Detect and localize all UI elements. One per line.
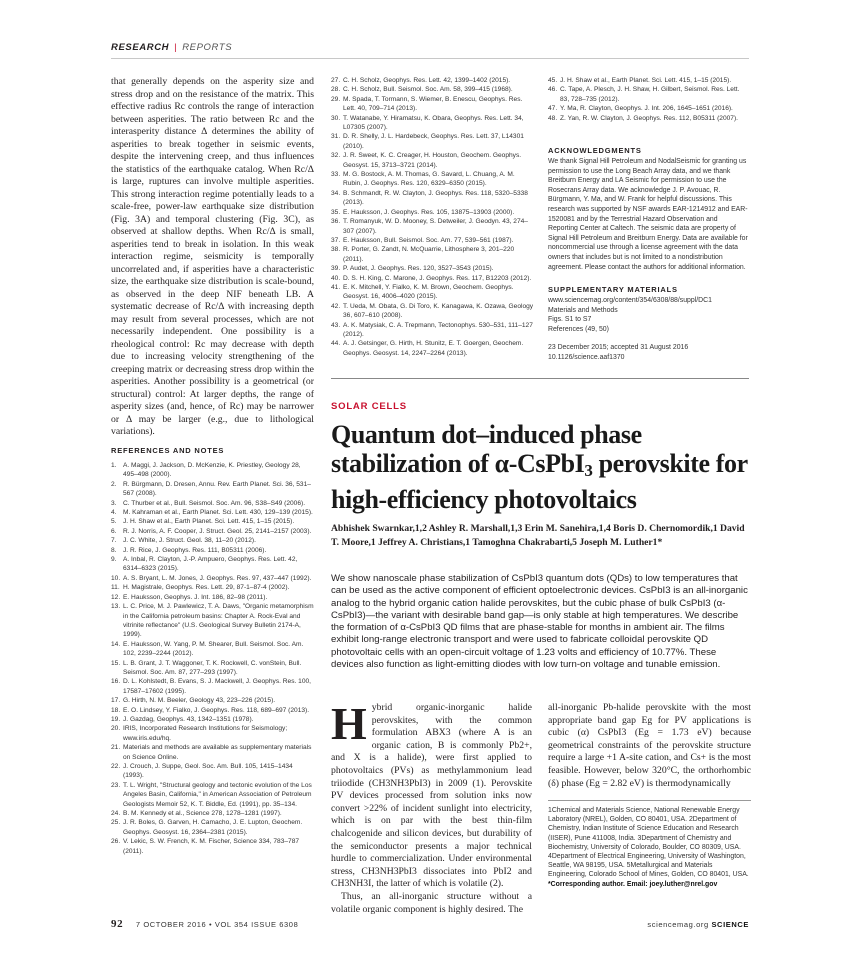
reference-number: 13.	[111, 603, 121, 611]
reference-number: 29.	[331, 95, 341, 103]
acknowledgments-text: We thank Signal Hill Petroleum and NodalSeismic for granting us permission to use the Long Beach Array data, and we thank Breitburn Energy and LA Seismic for permission to use the Rosecrans Array data. We acknowledge J. P. Avouac, R. Bürgmann, Y. Ma, and W. Frank for helpful discussions. This research was supported by NSF awards EAR-1214912 and EAR-1520081 and by the Terrestrial Hazard Observation and Reporting Center at Caltech. The seismic data are property of Signal Hill Petroleum and Breitburn Energy. Data are available for noncommercial use through a license agreement with the data owners that includes but is not limited to a nondistribution agreement. Please contact the authors for additional information.	[548, 158, 748, 271]
reference-item	[111, 743, 314, 762]
title-part: Quantum dot–induced phase stabilization of α-CsPbI	[331, 420, 642, 478]
reference-item	[111, 640, 314, 659]
reference-text: A. Maggi, J. Jackson, D. McKenzie, K. Priestley, Geology 28, 495–498 (2000).	[123, 462, 301, 479]
doi-link[interactable]: 10.1126/science.aaf1370	[548, 353, 625, 361]
reference-number: 24.	[111, 810, 121, 818]
reference-number: 12.	[111, 593, 121, 601]
supplementary-section	[548, 285, 748, 334]
reference-item	[111, 706, 314, 715]
affiliations-note	[548, 800, 751, 889]
acknowledgments-section	[548, 146, 748, 272]
reference-number: 7.	[111, 537, 117, 545]
reference-item	[331, 151, 534, 170]
drop-cap: H	[331, 698, 367, 749]
article-title	[331, 420, 751, 514]
reference-text: H. Magistrale, Geophys. Res. Lett. 29, 87-1–87-4 (2002).	[123, 584, 290, 592]
corresponding-author: *Corresponding author. Email: joey.luther@nrel.gov	[548, 880, 718, 888]
reference-item	[331, 114, 534, 133]
supplementary-line: Figs. S1 to S7	[548, 316, 592, 324]
footer-right	[647, 920, 749, 929]
reference-item	[548, 85, 748, 104]
previous-article-body	[111, 76, 314, 439]
page-number: 92	[111, 918, 124, 930]
reference-text: A. S. Bryant, L. M. Jones, J. Geophys. Res. 97, 437–447 (1992).	[123, 574, 312, 582]
article-dates	[548, 343, 748, 362]
reference-text: B. M. Kennedy et al., Science 278, 1278–1281 (1997).	[123, 810, 282, 818]
reference-item	[331, 302, 534, 321]
reference-text: J. Gazdag, Geophys. 43, 1342–1351 (1978).	[123, 715, 254, 723]
reference-number: 5.	[111, 518, 117, 526]
reference-text: J. R. Sweet, K. C. Creager, H. Houston, Geochem. Geophys. Geosyst. 15, 3713–3721 (2014).	[343, 152, 522, 169]
author-list	[331, 522, 751, 550]
reference-item	[331, 264, 534, 273]
reference-text: D. S. H. King, C. Marone, J. Geophys. Res. 117, B12203 (2012).	[343, 274, 532, 282]
reference-number: 43.	[331, 321, 341, 329]
reference-text: E. O. Lindsey, Y. Fialko, J. Geophys. Res. 118, 689–697 (2013).	[123, 706, 310, 714]
reference-text: E. Hauksson, J. Geophys. Res. 105, 13875–13903 (2000).	[343, 208, 515, 216]
reference-item	[331, 189, 534, 208]
reference-text: IRIS, Incorporated Research Institutions for Seismology; www.iris.edu/hq.	[123, 725, 288, 742]
title-part: perovskite for high-efficiency photovoltaics	[331, 449, 748, 514]
reference-list	[548, 76, 748, 123]
reference-text: M. Kahraman et al., Earth Planet. Sci. Lett. 430, 129–139 (2015).	[123, 509, 313, 517]
reference-text: C. Tape, A. Plesch, J. H. Shaw, H. Gilbert, Seismol. Res. Lett. 83, 728–735 (2012).	[560, 86, 740, 103]
reference-number: 21.	[111, 744, 121, 752]
reference-text: L. B. Grant, J. T. Waggoner, T. K. Rockwell, C. vonStein, Bull. Seismol. Soc. Am. 87, 277–293 (1997).	[123, 659, 302, 676]
article-body-column	[331, 698, 532, 916]
reference-item	[548, 76, 748, 85]
reference-number: 28.	[331, 86, 341, 94]
authors-text: Abhishek Swarnkar,1,2 Ashley R. Marshall,1,3 Erin M. Sanehira,1,4 Boris D. Chernomordik,1 David T. Moore,1 Jeffrey A. Christians,1 Tamoghna Chakrabarti,5 Joseph M. Luther1*	[331, 523, 745, 548]
reference-number: 8.	[111, 546, 117, 554]
reference-text: V. Lekic, S. W. French, K. M. Fischer, Science 334, 783–787 (2011).	[123, 838, 300, 855]
reference-item	[331, 236, 534, 245]
reference-number: 42.	[331, 302, 341, 310]
reference-number: 23.	[111, 781, 121, 789]
reference-item	[331, 85, 534, 94]
reference-list	[331, 76, 534, 358]
reference-item	[331, 95, 534, 114]
reference-text: M. G. Bostock, A. M. Thomas, G. Savard, L. Chuang, A. M. Rubin, J. Geophys. Res. 120, 6329–6350 (2015).	[343, 171, 515, 188]
page-footer	[111, 918, 749, 930]
reference-item	[111, 818, 314, 837]
reference-number: 27.	[331, 77, 341, 84]
reference-item	[111, 677, 314, 696]
reference-number: 6.	[111, 527, 117, 535]
reference-text: J. H. Shaw et al., Earth Planet. Sci. Lett. 415, 1–15 (2015).	[560, 77, 732, 84]
reference-text: C. Thurber et al., Bull. Seismol. Soc. Am. 96, S38–S49 (2006).	[123, 499, 306, 507]
reference-number: 19.	[111, 715, 121, 723]
reference-item	[111, 574, 314, 583]
reference-number: 48.	[548, 114, 558, 122]
reference-number: 38.	[331, 246, 341, 254]
reference-number: 40.	[331, 274, 341, 282]
reference-item	[331, 245, 534, 264]
reference-number: 4.	[111, 509, 117, 517]
reference-text: Materials and methods are available as supplementary materials on Science Online.	[123, 744, 312, 761]
reference-item	[111, 499, 314, 508]
reference-item	[111, 602, 314, 640]
body-paragraph: Thus, an all-inorganic structure without a volatile organic component is highly desired. The	[331, 890, 532, 915]
reference-number: 36.	[331, 218, 341, 226]
reference-number: 46.	[548, 86, 558, 94]
reference-text: T. L. Wright, "Structural geology and tectonic evolution of the Los Angeles Basin, California," in American Association of Petroleum Geologists Memoir 52, K. T. Biddle, Ed. (1991), pp. 35–134.	[123, 781, 312, 808]
reference-text: G. Hirth, N. M. Beeler, Geology 43, 223–226 (2015).	[123, 697, 276, 705]
reference-number: 22.	[111, 763, 121, 770]
reference-number: 2.	[111, 480, 117, 488]
reference-number: 37.	[331, 236, 341, 244]
supplementary-title: SUPPLEMENTARY MATERIALS	[548, 285, 678, 294]
reference-text: T. Ueda, M. Obata, G. Di Toro, K. Kanagawa, K. Ozawa, Geology 36, 607–610 (2008).	[343, 302, 534, 320]
reference-number: 47.	[548, 105, 558, 113]
reference-text: M. Spada, T. Tormann, S. Wiemer, B. Enescu, Geophys. Res. Lett. 40, 709–714 (2013).	[343, 95, 523, 113]
references-section	[111, 446, 314, 856]
reference-text: R. Porter, G. Zandt, N. McQuarrie, Lithosphere 3, 201–220 (2011).	[343, 246, 515, 263]
affiliations-text: 1Chemical and Materials Science, National Renewable Energy Laboratory (NREL), Golden, CO 80401, USA. 2Department of Chemistry, Indian Institute of Science Education and Research (IISER), Pune 411008, India. 3Department of Chemistry and Biochemistry, University of Colorado, Boulder, CO 80309, USA. 4Department of Electrical Engineering, University of Washington, Seattle, WA 98195, USA. 5Metallurgical and Materials Engineering, Colorado School of Mines, Golden, CO 80401, USA.	[548, 807, 749, 879]
reference-text: P. Audet, J. Geophys. Res. 120, 3527–3543 (2015).	[343, 265, 494, 273]
reference-number: 35.	[331, 208, 341, 216]
reference-number: 44.	[331, 340, 341, 348]
reference-item	[111, 837, 314, 856]
reference-text: C. H. Scholz, Geophys. Res. Lett. 42, 1399–1402 (2015).	[343, 77, 511, 84]
reference-item	[331, 274, 534, 283]
reference-item	[111, 583, 314, 592]
reference-text: A. K. Matysiak, C. A. Trepmann, Tectonophys. 530–531, 111–127 (2012).	[343, 321, 533, 338]
reference-item	[111, 517, 314, 526]
reference-text: A. Inbal, R. Clayton, J.-P. Ampuero, Geophys. Res. Lett. 42, 6314–6323 (2015).	[123, 556, 298, 573]
received-accepted-date: 23 December 2015; accepted 31 August 2016	[548, 344, 689, 351]
reference-number: 15.	[111, 659, 121, 667]
issue-info: 7 OCTOBER 2016 • VOL 354 ISSUE 6308	[135, 920, 299, 929]
reference-text: D. R. Shelly, J. L. Hardebeck, Geophys. Res. Lett. 37, L14301 (2010).	[343, 133, 524, 150]
reference-number: 41.	[331, 283, 341, 291]
reference-number: 31.	[331, 133, 341, 141]
reference-item	[111, 593, 314, 602]
reference-number: 16.	[111, 678, 121, 686]
reference-item	[111, 480, 314, 499]
reference-number: 26.	[111, 838, 121, 846]
reference-number: 32.	[331, 152, 341, 160]
reference-text: A. J. Getsinger, G. Hirth, H. Stunitz, E. T. Goergen, Geochem. Geophys. Geosyst. 14, 2247–2264 (2013).	[343, 340, 524, 357]
reference-text: J. C. White, J. Struct. Geol. 38, 11–20 (2012).	[123, 537, 256, 545]
reference-number: 33.	[331, 171, 341, 179]
reference-item	[111, 659, 314, 678]
reference-item	[331, 76, 534, 85]
reference-item	[331, 339, 534, 358]
reference-text: Z. Yan, R. W. Clayton, J. Geophys. Res. 112, B05311 (2007).	[560, 114, 738, 122]
reference-text: L. C. Price, M. J. Pawlewicz, T. A. Daws, "Organic metamorphism in the California petroleum basins: Chapter A. Rock-Eval and vitrinite reflectance" (U.S. Geological Survey Bulletin 2174-A, 1999).	[123, 603, 314, 639]
reference-text: J. R. Boles, G. Garven, H. Camacho, J. E. Lupton, Geochem. Geophys. Geosyst. 16, 2364–2381 (2015).	[123, 819, 303, 836]
reference-number: 20.	[111, 725, 121, 733]
reference-number: 34.	[331, 189, 341, 197]
reference-text: J. R. Rice, J. Geophys. Res. 111, B05311 (2006).	[123, 546, 267, 554]
body-paragraph: ybrid organic-inorganic halide perovskites, with the common formulation ABX3 (where A is an organic cation, B is commonly Pb2+, and X is a halide), were first applied to photovoltaics (PVs) as methylammonium lead triiodide (CH3NH3PbI3) in 2009 (1). Perovskite PV devices processed from solution inks now convert >22% of incident sunlight into electricity, which is on par with the best thin-film chalcogenide and silicon devices, but durability of the semiconductor presents a major technical hurdle to commercialization. Under environmental stress, CH3NH3PbI3 dissociates into PbI2 and CH3NH3I, the latter of which is volatile (2).	[331, 702, 532, 890]
reference-number: 25.	[111, 819, 121, 827]
reference-item	[111, 546, 314, 555]
reference-text: B. Schmandt, R. W. Clayton, J. Geophys. Res. 118, 5320–5338 (2013).	[343, 189, 528, 207]
reference-item	[331, 217, 534, 236]
reference-number: 10.	[111, 574, 121, 582]
reference-text: T. Watanabe, Y. Hiramatsu, K. Obara, Geophys. Res. Lett. 34, L07305 (2007).	[343, 114, 524, 132]
section-label: RESEARCH	[111, 42, 170, 53]
reference-item	[111, 508, 314, 517]
reference-text: R. Bürgmann, D. Dresen, Annu. Rev. Earth Planet. Sci. 36, 531–567 (2008).	[123, 480, 311, 498]
site-link[interactable]: sciencemag.org	[647, 920, 709, 929]
body-paragraph: that generally depends on the asperity size and stress drop and on the resistance of the matrix. This effective radius Rc controls the range of interaction between asperities. The ratio between Rc and the interasperity distance Δ determines the ability of asperities to break together in seismic events, despite the intervening creep, and thus influences the statistics of the earthquake catalog. When Rc/Δ is large, ruptures can involve multiple asperities. This strong interaction regime potentially leads to a scale-free, power-law earthquake size distribution (Fig. 3A) and temporal clustering (Fig. 3C), as observed at shallow depths. When Rc/Δ is small, asperities tend to break in isolation. In this weak interaction regime, seismicity is temporally uncorrelated and, if asperities have a characteristic size, the earthquake size distribution is scale-bound, as observed in the deep NIF beneath LB. A systematic decrease of Rc/Δ with increasing depth may result from several processes, which are not necessarily independent. One possibility is a rheological control: Rc may decrease with depth due to increasing velocity strengthening of the creeping matrix or decreasing stress drop within the asperities. Another possibility is a geometrical (or structural) control: At larger depths, the range of asperity sizes (and, hence, of Rc) may be narrower or Δ may be larger (e.g., due to lithological variations).	[111, 76, 314, 437]
subsection-label: REPORTS	[182, 42, 233, 53]
reference-text: T. Romanyuk, W. D. Mooney, S. Detweiler, J. Geodyn. 43, 274–307 (2007).	[343, 218, 528, 235]
reference-item	[111, 715, 314, 724]
reference-item	[111, 724, 314, 743]
reference-item	[111, 555, 314, 574]
reference-item	[111, 461, 314, 480]
reference-text: C. H. Scholz, Bull. Seismol. Soc. Am. 58, 399–415 (1968).	[343, 86, 513, 94]
supplementary-link[interactable]: www.sciencemag.org/content/354/6308/88/suppl/DC1	[548, 297, 712, 304]
reference-number: 1.	[111, 462, 117, 469]
article-kicker: SOLAR CELLS	[331, 401, 407, 412]
reference-item	[331, 132, 534, 151]
header-separator: |	[174, 42, 178, 53]
header-rule	[111, 58, 749, 59]
reference-text: E. Hauksson, Geophys. J. Int. 186, 82–98 (2011).	[123, 593, 268, 601]
journal-name: SCIENCE	[711, 920, 749, 929]
reference-number: 45.	[548, 77, 558, 84]
reference-text: E. Hauksson, W. Yang, P. M. Shearer, Bull. Seismol. Soc. Am. 102, 2239–2244 (2012).	[123, 640, 304, 658]
reference-item	[111, 781, 314, 809]
reference-item	[111, 809, 314, 818]
reference-number: 14.	[111, 640, 121, 648]
reference-item	[331, 321, 534, 340]
article-divider	[331, 378, 749, 379]
reference-list	[111, 461, 314, 856]
reference-number: 11.	[111, 584, 120, 592]
reference-item	[548, 114, 748, 123]
reference-item	[331, 170, 534, 189]
body-paragraph: all-inorganic Pb-halide perovskite with the most appropriate band gap Eg for PV applications is cubic (α) CsPbI3 (Eg = 1.73 eV) because geometrical constraints of the perovskite structure require a large +1 A-site cation, and Cs+ is the most feasible. However, below 320°C, the orthorhombic (δ) phase (Eg = 2.82 eV) is thermodynamically	[548, 702, 751, 789]
reference-item	[111, 762, 314, 781]
reference-text: E. Hauksson, Bull. Seismol. Soc. Am. 77, 539–561 (1987).	[343, 236, 514, 244]
acknowledgments-title: ACKNOWLEDGMENTS	[548, 146, 642, 155]
reference-number: 30.	[331, 114, 341, 122]
supplementary-line: References (49, 50)	[548, 325, 609, 333]
reference-item	[111, 527, 314, 536]
reference-text: J. Crouch, J. Suppe, Geol. Soc. Am. Bull. 105, 1415–1434 (1993).	[123, 763, 293, 780]
abstract-text: We show nanoscale phase stabilization of CsPbI3 quantum dots (QDs) to low temperatures that can be used as the active component of efficient optoelectronic devices. CsPbI3 is an all-inorganic analog to the hybrid organic cation halide perovskites, but the cubic phase of bulk CsPbI3 (α-CsPbI3)—the variant with desirable band gap—is only stable at high temperatures. We describe the formation of α-CsPbI3 QD films that are phase-stable for months in ambient air. The films exhibit long-range electronic transport and were used to fabricate colloidal perovskite QD photovoltaic cells with an open-circuit voltage of 1.23 volts and efficiency of 10.77%. These devices also function as light-emitting diodes with low turn-on voltage and tunable emission.	[331, 573, 748, 671]
reference-item	[548, 104, 748, 113]
article-abstract	[331, 573, 751, 671]
reference-item	[331, 283, 534, 302]
article-body-column	[548, 702, 751, 790]
reference-number: 3.	[111, 499, 117, 507]
reference-number: 39.	[331, 265, 341, 273]
reference-text: E. K. Mitchell, Y. Fialko, K. M. Brown, Geochem. Geophys. Geosyst. 16, 4006–4020 (2015).	[343, 283, 514, 301]
reference-text: Y. Ma, R. Clayton, Geophys. J. Int. 206, 1645–1651 (2016).	[560, 105, 733, 113]
supplementary-line: Materials and Methods	[548, 306, 618, 314]
running-header	[111, 42, 232, 53]
reference-number: 9.	[111, 556, 117, 564]
references-title: REFERENCES AND NOTES	[111, 446, 225, 455]
reference-item	[331, 208, 534, 217]
reference-item	[111, 536, 314, 545]
reference-number: 17.	[111, 697, 121, 705]
reference-text: D. L. Kohlstedt, B. Evans, S. J. Mackwell, J. Geophys. Res. 100, 17587–17602 (1995).	[123, 678, 312, 695]
reference-number: 18.	[111, 706, 121, 714]
reference-text: J. H. Shaw et al., Earth Planet. Sci. Lett. 415, 1–15 (2015).	[123, 518, 295, 526]
title-subscript: 3	[584, 461, 593, 480]
reference-item	[111, 696, 314, 705]
reference-text: R. J. Norris, A. F. Cooper, J. Struct. Geol. 25, 2141–2157 (2003).	[123, 527, 312, 535]
